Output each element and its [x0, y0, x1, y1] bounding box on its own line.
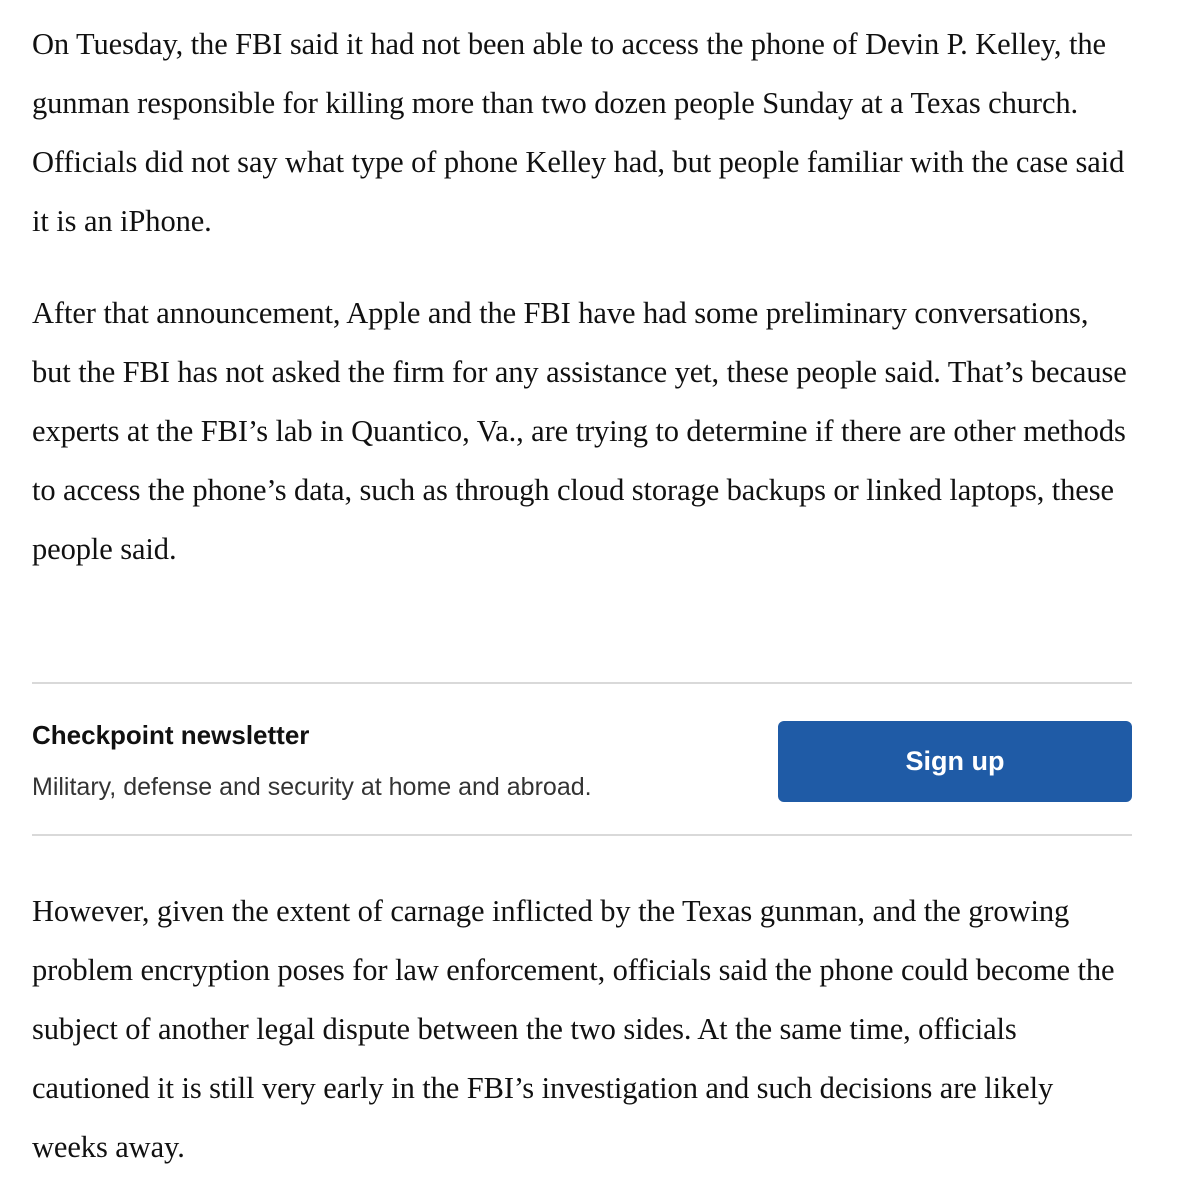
- sign-up-button[interactable]: Sign up: [778, 721, 1132, 802]
- article-paragraph-1: On Tuesday, the FBI said it had not been able to access the phone of Devin P. Kelley, the gunman responsible for killing more than two dozen people Sunday at a Texas church. Officials did not say what type of phone Kelley had, but people familiar with the case said it is an iPhone.: [32, 27, 1125, 238]
- newsletter-description: Military, defense and security at home and abroad.: [32, 773, 592, 801]
- newsletter-signup-module: [32, 682, 1132, 836]
- article-paragraph-3: However, given the extent of carnage inflicted by the Texas gunman, and the growing problem encryption poses for law enforcement, officials said the phone could become the subject of another legal dispute between the two sides. At the same time, officials cautioned it is still very early in the FBI’s investigation and such decisions are likely weeks away.: [32, 894, 1115, 1164]
- newsletter-title: Checkpoint newsletter: [32, 720, 310, 750]
- article-paragraph-2: After that announcement, Apple and the FBI have had some preliminary conversations, but the FBI has not asked the firm for any assistance yet, these people said. That’s because experts at the FBI’s lab in Quantico, Va., are trying to determine if there are other methods to access the phone’s data, such as through cloud storage backups or linked laptops, these people said.: [32, 296, 1127, 566]
